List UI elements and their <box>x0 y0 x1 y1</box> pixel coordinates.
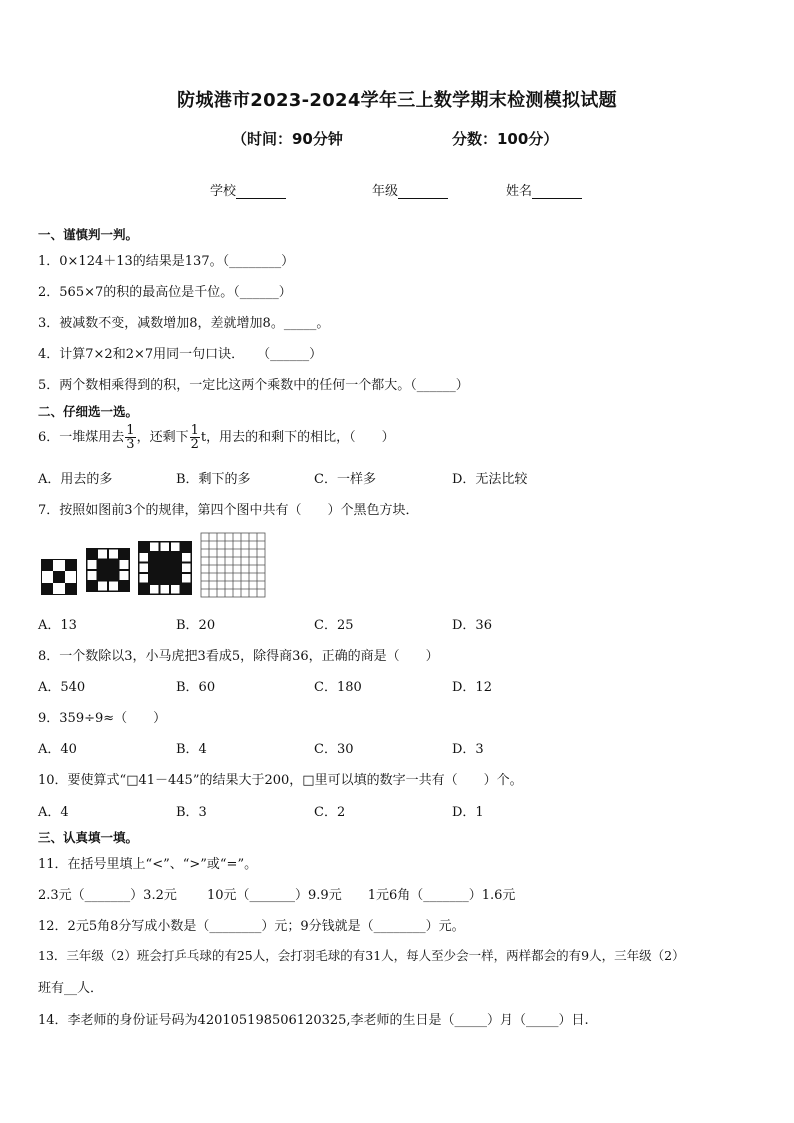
question-9: 9．359÷9≈（ ） <box>38 711 167 726</box>
q9-option-c: C．30 <box>314 742 354 757</box>
pattern-figure-3 <box>138 541 192 595</box>
grade-blank[interactable] <box>398 184 448 199</box>
q6-text-b: ，还剩下 <box>136 430 189 445</box>
fraction-denominator: 3 <box>126 437 135 452</box>
q10-option-d: D．1 <box>452 805 484 820</box>
name-blank[interactable] <box>532 184 582 199</box>
fraction-denominator: 2 <box>190 437 199 452</box>
question-5: 5．两个数相乘得到的积，一定比这两个乘数中的任何一个都大。（______） <box>38 378 469 393</box>
q10-option-a: A．4 <box>38 805 69 820</box>
q9-option-a: A．40 <box>38 742 77 757</box>
question-4: 4．计算7×2和2×7用同一句口诀． （______） <box>38 347 323 362</box>
question-8: 8．一个数除以3，小马虎把3看成5，除得商36，正确的商是（ ） <box>38 649 439 664</box>
question-11: 11．在括号里填上“<”、“>”或“=”。 <box>38 857 258 872</box>
name-label: 姓名 <box>506 184 533 199</box>
fraction-numerator: 1 <box>126 423 135 438</box>
section-1-heading: 一、谨慎判一判。 <box>38 227 139 242</box>
fraction-one-half <box>190 424 200 451</box>
q6-option-a: A．用去的多 <box>38 472 113 487</box>
page-title: 防城港市2023-2024学年三上数学期末检测模拟试题 <box>177 90 617 111</box>
section-3-heading: 三、认真填一填。 <box>38 830 139 845</box>
q6-option-b: B．剩下的多 <box>176 472 251 487</box>
q7-option-a: A．13 <box>38 618 77 633</box>
pattern-figure-2 <box>86 548 130 592</box>
question-10: 10．要使算式“□41－445”的结果大于200，□里可以填的数字一共有（ ）个。 <box>38 773 523 788</box>
exam-time: （时间：90分钟 <box>232 130 343 148</box>
q10-option-c: C．2 <box>314 805 346 820</box>
grade-label: 年级 <box>372 184 399 199</box>
pattern-figure-4-grid <box>200 532 266 598</box>
fraction-numerator: 1 <box>190 423 199 438</box>
school-label: 学校 <box>210 184 237 199</box>
question-6 <box>38 424 395 451</box>
question-1: 1．0×124＋13的结果是137。（________） <box>38 254 295 269</box>
question-12: 12．2元5角8分写成小数是（________）元；9分钱就是（________）元。 <box>38 919 465 934</box>
q6-text-a: 6．一堆煤用去 <box>38 430 125 445</box>
q8-option-b: B．60 <box>176 680 216 695</box>
q8-option-c: C．180 <box>314 680 362 695</box>
q9-option-d: D．3 <box>452 742 484 757</box>
q10-option-b: B．3 <box>176 805 207 820</box>
question-3: 3．被减数不变，减数增加8，差就增加8。_____。 <box>38 316 330 331</box>
grade-field <box>372 180 448 199</box>
question-13-line-2: 班有__人． <box>38 981 104 996</box>
question-13-line-1: 13．三年级（2）班会打乒乓球的有25人，会打羽毛球的有31人，每人至少会一样，两样都会的有9人，三年级（2） <box>38 948 685 963</box>
q6-option-d: D．无法比较 <box>452 472 528 487</box>
school-field <box>210 180 286 199</box>
fraction-one-third <box>125 424 135 451</box>
question-7: 7．按照如图前3个的规律，第四个图中共有（ ）个黑色方块． <box>38 503 419 518</box>
q7-option-d: D．36 <box>452 618 492 633</box>
q7-option-b: B．20 <box>176 618 216 633</box>
q9-option-b: B．4 <box>176 742 207 757</box>
q6-option-c: C．一样多 <box>314 472 376 487</box>
section-2-heading: 二、仔细选一选。 <box>38 404 139 419</box>
q6-text-c: t，用去的和剩下的相比，（ ） <box>200 430 395 445</box>
exam-score: 分数：100分） <box>452 130 559 148</box>
school-blank[interactable] <box>236 184 286 199</box>
question-2: 2．565×7的积的最高位是千位。（______） <box>38 285 292 300</box>
question-11-items: 2.3元（_______）3.2元 10元（_______）9.9元 1元6角（_______）1.6元 <box>38 888 516 903</box>
question-14: 14．李老师的身份证号码为420105198506120325,李老师的生日是（_____）月（_____）日. <box>38 1013 589 1028</box>
name-field <box>506 180 582 199</box>
pattern-figure-1 <box>41 559 77 595</box>
q7-option-c: C．25 <box>314 618 354 633</box>
q8-option-a: A．540 <box>38 680 86 695</box>
q8-option-d: D．12 <box>452 680 492 695</box>
